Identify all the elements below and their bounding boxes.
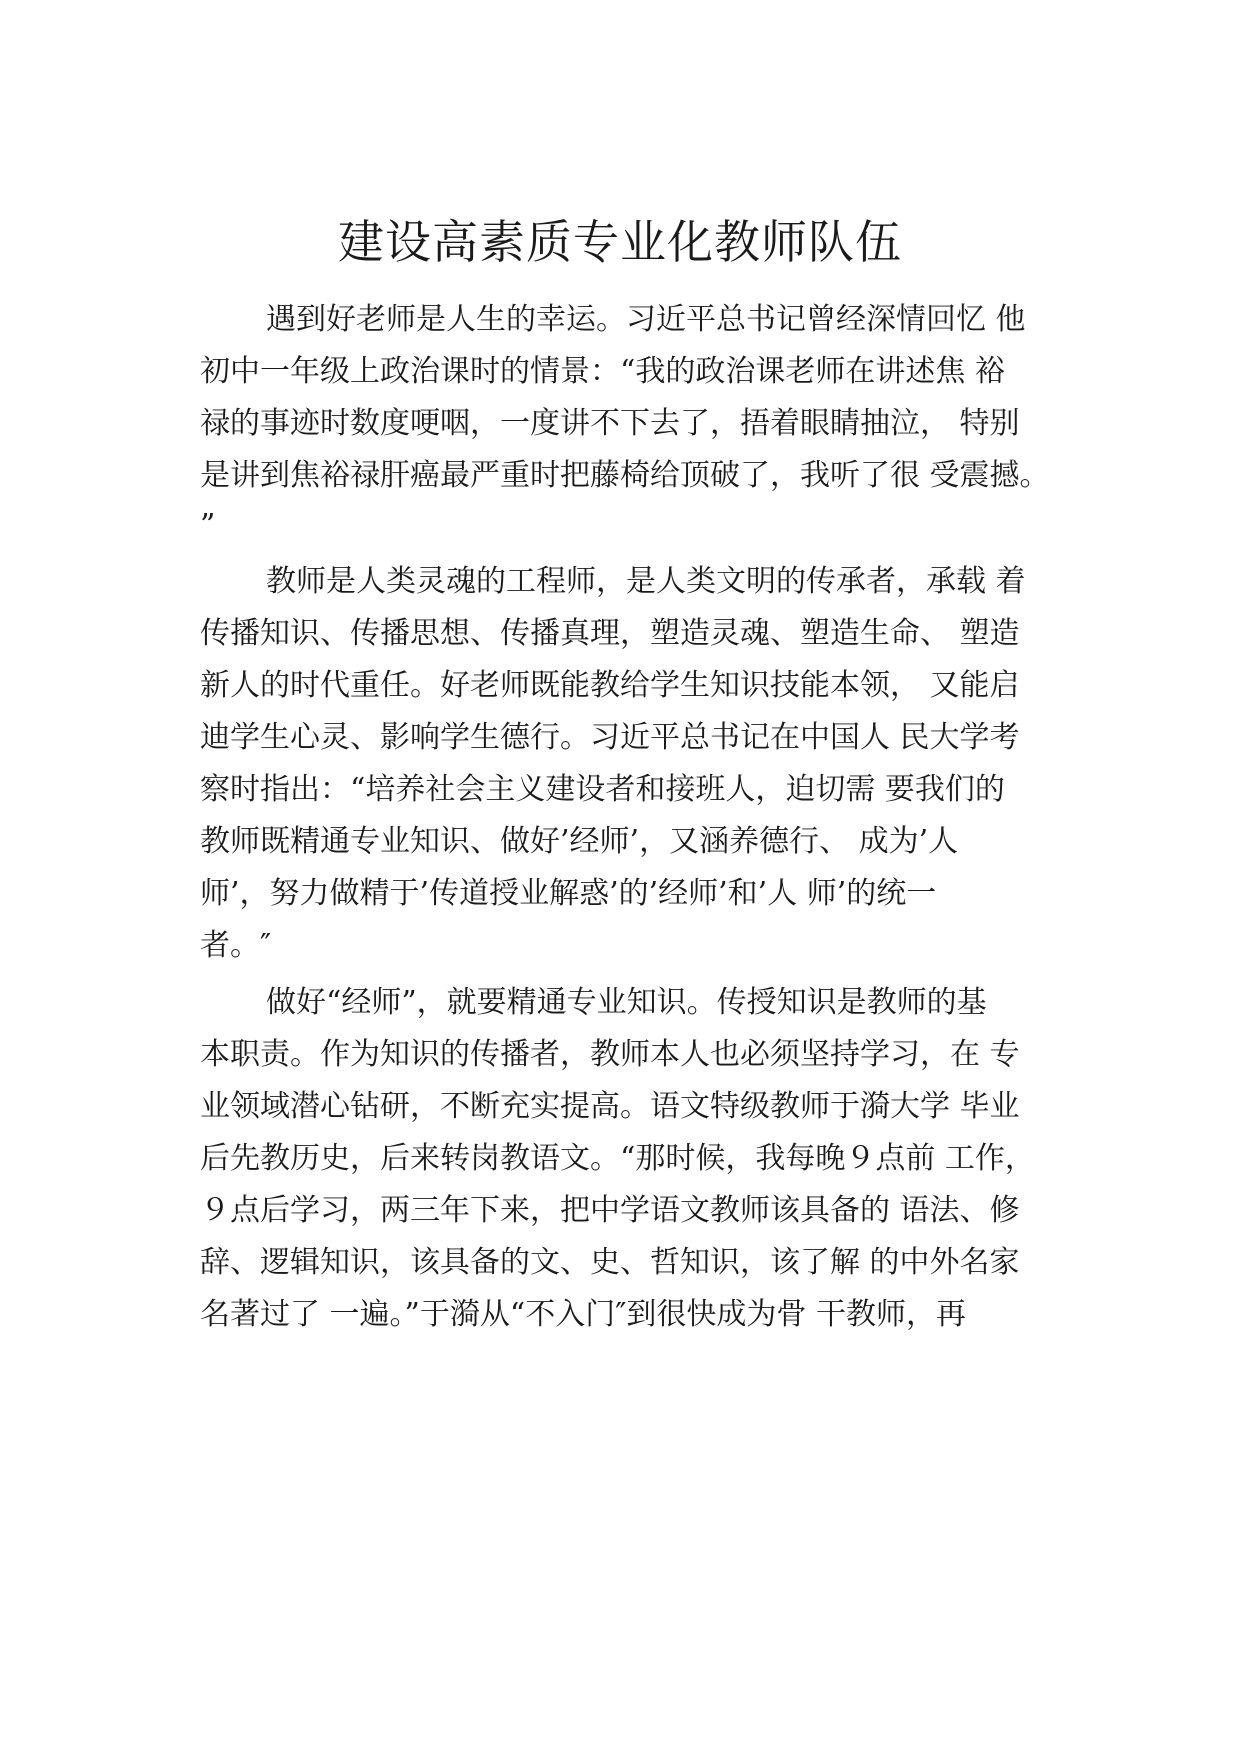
paragraph-2-line-1: 教师是人类灵魂的工程师，是人类文明的传承者，承载 着	[266, 564, 1026, 599]
paragraph-3-line-4: 后先教历史，后来转岗教语文。“那时候，我每晚９点前 工作，	[200, 1141, 1035, 1176]
paragraph-3-line-7: 名著过了 一遍。”于漪从“不入门″到很快成为骨 干教师，再	[200, 1297, 966, 1332]
paragraph-1-line-2: 初中一年级上政治课时的情景：“我的政治课老师在讲述焦 裕	[200, 354, 1005, 389]
paragraph-1-line-3: 禄的事迹时数度哽咽，一度讲不下去了，捂着眼睛抽泣， 特别	[200, 406, 1020, 441]
paragraph-2-line-3: 新人的时代重任。好老师既能教给学生知识技能本领， 又能启	[200, 668, 1020, 703]
paragraph-2-line-2: 传播知识、传播思想、传播真理，塑造灵魂、塑造生命、 塑造	[200, 616, 1020, 651]
paragraph-3-line-6: 辞、逻辑知识，该具备的文、史、哲知识，该了解 的中外名家	[200, 1245, 1020, 1280]
paragraph-2-line-7: 师’，努力做精于’传道授业解惑’的’经师’和’人 师’的统一	[200, 876, 937, 911]
paragraph-2-line-8: 者。″	[200, 928, 272, 963]
paragraph-1-line-1: 遇到好老师是人生的幸运。习近平总书记曾经深情回忆 他	[266, 302, 1026, 337]
document-title: 建设高素质专业化教师队伍	[338, 215, 902, 269]
paragraph-2-line-4: 迪学生心灵、影响学生德行。习近平总书记在中国人 民大学考	[200, 720, 1020, 755]
paragraph-1-line-4: 是讲到焦裕禄肝癌最严重时把藤椅给顶破了，我听了很 受震撼。	[200, 458, 1050, 493]
paragraph-3-line-1: 做好“经师”，就要精通专业知识。传授知识是教师的基	[266, 985, 987, 1020]
paragraph-2-line-5: 察时指出：“培养社会主义建设者和接班人，迫切需 要我们的	[200, 772, 1005, 807]
paragraph-3-line-3: 业领域潜心钻研，不断充实提高。语文特级教师于漪大学 毕业	[200, 1089, 1020, 1124]
paragraph-2-line-6: 教师既精通专业知识、做好’经师’，又涵养德行、 成为’人	[200, 824, 959, 859]
paragraph-3-line-2: 本职责。作为知识的传播者，教师本人也必须坚持学习，在 专	[200, 1037, 1020, 1072]
paragraph-1-line-5: ”	[200, 508, 216, 543]
paragraph-3-line-5: ９点后学习，两三年下来，把中学语文教师该具备的 语法、修	[200, 1193, 1020, 1228]
